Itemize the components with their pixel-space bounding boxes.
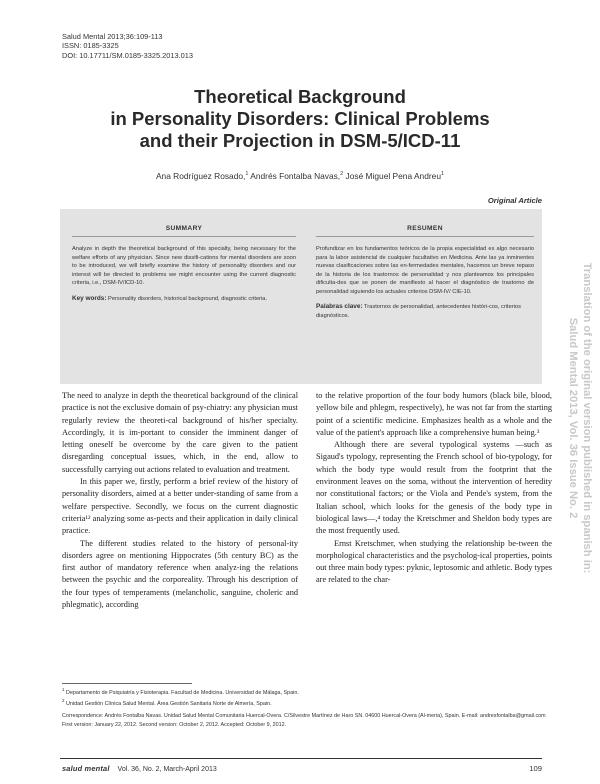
side-note-line: Salud Mental 2013, Vol. 36 Issue No. 2 xyxy=(567,317,579,519)
resumen-section xyxy=(316,209,534,384)
resumen-keywords xyxy=(316,303,534,320)
correspondence-note: Correspondence: Andrés Fontalba Navas. Unidad Salud Mental Comunitaria Huercal-Overa. C/Silvestre Martínez de Haro SN. 04600 Huercal-Overa (Al-meria), Spain. E-mail: andresfontalba@gmail.com xyxy=(62,712,546,719)
article-title xyxy=(60,86,540,152)
summary-keywords xyxy=(72,295,296,304)
author-name: José Miguel Pena Andreu xyxy=(345,171,441,181)
page-footer xyxy=(62,764,217,773)
author-name: Ana Rodríguez Rosado, xyxy=(155,171,246,181)
footer-divider xyxy=(60,758,542,759)
title-line: in Personality Disorders: Clinical Problems xyxy=(110,108,490,129)
journal-citation: Salud Mental 2013;36:109-113 xyxy=(62,32,163,41)
author-name: Andrés Fontalba Navas, xyxy=(250,171,341,181)
body-paragraph: Ernst Kretschmer, when studying the relationship be-tween the morphological characteristics and the psycholog-ical properties, points out three main body types: pyknic, leptosomic and athletic. Body types are related to the char- xyxy=(316,538,552,585)
submission-dates: First version: January 22, 2012. Second version: October 2, 2012. Accepted: October 9, 2012. xyxy=(62,722,287,729)
journal-issn: ISSN: 0185-3325 xyxy=(62,41,119,51)
keywords-text: Personality disorders, historical background, diagnostic criteria. xyxy=(106,295,268,302)
side-note-line: Translation of the original version published in spanish in: xyxy=(581,262,593,574)
body-paragraph: to the relative proportion of the four body humors (black bile, blood, yellow bile and phlegm, respectively), he was not far from the starting point of a scientific medicine. Emphasizes health as a whole and the value of the patient's approach like a comprehensive human being.³ xyxy=(316,391,552,437)
body-paragraph: In this paper we, firstly, perform a brief review of the history of personality disorders, aimed at a better under-standing of same from a welfare perspective. Secondly, we focus on the current diagnostic criteria¹² analyzing some as-pects and their application in daily clinical practice. xyxy=(62,477,298,536)
body-paragraph: The different studies related to the history of personal-ity disorders agree on mentioning Hippocrates (5th century BC) as the first author of mandatory reference when analyz-ing the relations between the psychic and the corporeality. Through his description of the four types of temperaments (melancholic, sanguine, choleric and phlegmatic), according xyxy=(62,538,298,610)
footnotes xyxy=(62,686,552,730)
journal-doi: DOI: 10.17711/SM.0185-3325.2013.013 xyxy=(62,50,193,60)
palabras-clave-text: Trastornos de personalidad, antecedentes históri-cos, criterios diagnósticos. xyxy=(316,304,521,319)
footnote-divider xyxy=(62,683,192,684)
body-paragraph: The need to analyze in depth the theoretical background of the clinical practice is not the exclusive domain of psy-chiatry: any physician must regularly review the theoreti-cal background of his/her specialty. Accordingly, it is im-portant to consider the imminent danger of letting oneself be overcome by the care given to the patient disregarding conceptual issues, which, in the end, allow to successfully carrying out actions related to evaluation and treatment. xyxy=(62,391,298,474)
author-affiliation-mark: 2 xyxy=(340,171,344,178)
page-number: 109 xyxy=(529,764,542,773)
keywords-label: Key words: xyxy=(72,294,107,302)
body-paragraph: Although there are several typological systems —such as Sigaud's typology, representing the French school of bio-typology, for which the body type would result from the footprint that the environment leaves on the soma, without the intervention of heredity nor constitutional factors; or the Viola and Pende's system, from the Italian school, which looks for the genesis of the body type in biological laws—,⁴ today the Kretschmer and Sheldon body types are the most frequently used. xyxy=(316,440,552,536)
affiliation-footnote: $^2$ Unidad Gestión Clínica Salud Mental. Área Gestión Sanitaria Norte de Almería, Spain. xyxy=(62,698,272,708)
palabras-clave-label: Palabras clave: xyxy=(316,303,363,310)
body-column-left xyxy=(62,390,298,611)
article-type-label: Original Article xyxy=(487,196,542,205)
translation-side-note xyxy=(564,222,594,614)
author-list xyxy=(60,171,540,181)
affiliation-footnote: $^1$ Departamento de Psiquiatría y Fisioterapia. Facultad de Medicina. Universidad de Málaga, Spain. xyxy=(62,687,299,696)
summary-section xyxy=(72,209,296,384)
resumen-heading: RESUMEN xyxy=(316,209,534,237)
abstract-box xyxy=(60,209,542,384)
title-line: and their Projection in DSM-5/ICD-11 xyxy=(139,130,461,151)
summary-text: Analyze in depth the theoretical background of this specialty, being necessary for the welfare efforts of any physician. Since new dissifi-cations for mental disorders are soon to be introduced, we will briefly examine the history of personality disorders and our interest will be directed to problems we might encounter using the current diagnostic criteria, i.e., DSM-IV/ICD-10. xyxy=(72,246,296,286)
journal-info xyxy=(62,32,193,60)
title-line: Theoretical Background xyxy=(194,86,406,107)
author-affiliation-mark: 1 xyxy=(245,171,249,178)
issue-info: Vol. 36, No. 2, March-April 2013 xyxy=(117,766,217,773)
author-affiliation-mark: 1 xyxy=(440,171,445,178)
summary-heading: SUMMARY xyxy=(72,209,296,237)
body-column-right xyxy=(316,390,552,587)
resumen-text: Profundizar en los fundamentos teóricos de la propia especialidad es algo necesario para la labor asistencial de cualquier facultativo en Medicina. Ante las ya inminentes nuevas clasificaciones sobre las en-fermedades mentales, hacemos un breve repaso de la historia de los trastornos de personalidad y nos planteamos los principales dificulta-des que se ponen de manifiesto al hacer el diagnóstico de trastorno de personalidad siguiendo los actuales criterios DSM-IV/ CIE-10. xyxy=(316,246,534,295)
journal-brand: salud mental xyxy=(62,764,110,773)
